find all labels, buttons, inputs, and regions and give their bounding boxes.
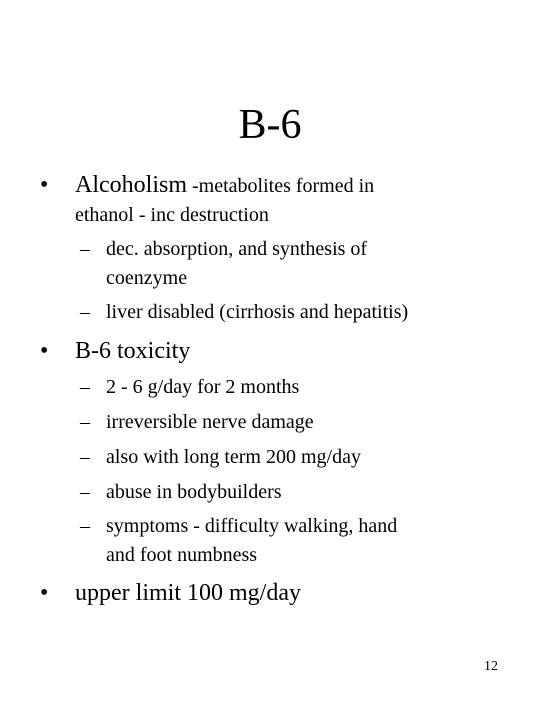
sub-bullet-text: also with long term 200 mg/day: [106, 446, 361, 468]
bullet-marker: •: [40, 580, 49, 606]
bullet-lead: Alcoholism: [75, 172, 187, 198]
slide-title: B-6: [238, 102, 302, 148]
page-number: 12: [484, 659, 498, 674]
bullet-text: [75, 170, 515, 201]
dash-marker: –: [80, 446, 90, 468]
bullet-marker: •: [40, 172, 49, 198]
sub-bullet-text: coenzyme: [106, 267, 188, 289]
bullet-continuation: ethanol - inc destruction: [75, 204, 269, 226]
dash-marker: –: [80, 481, 90, 503]
dash-marker: –: [80, 238, 90, 260]
sub-bullet-text: dec. absorption, and synthesis of: [106, 238, 368, 260]
dash-marker: –: [80, 515, 90, 537]
dash-marker: –: [80, 376, 90, 398]
sub-bullet-text: abuse in bodybuilders: [106, 481, 282, 503]
sub-bullet-text: and foot numbness: [106, 544, 258, 566]
sub-bullet-text: liver disabled (cirrhosis and hepatitis): [106, 301, 409, 323]
sub-bullet-text: symptoms - difficulty walking, hand: [106, 515, 398, 537]
dash-marker: –: [80, 411, 90, 433]
bullet-text: B-6 toxicity: [75, 338, 191, 364]
dash-marker: –: [80, 301, 90, 323]
bullet-marker: •: [40, 338, 49, 364]
bullet-text: upper limit 100 mg/day: [75, 580, 301, 606]
sub-bullet-text: 2 - 6 g/day for 2 months: [106, 376, 300, 398]
bullet-rest: -metabolites formed in: [187, 175, 375, 197]
sub-bullet-text: irreversible nerve damage: [106, 411, 314, 433]
